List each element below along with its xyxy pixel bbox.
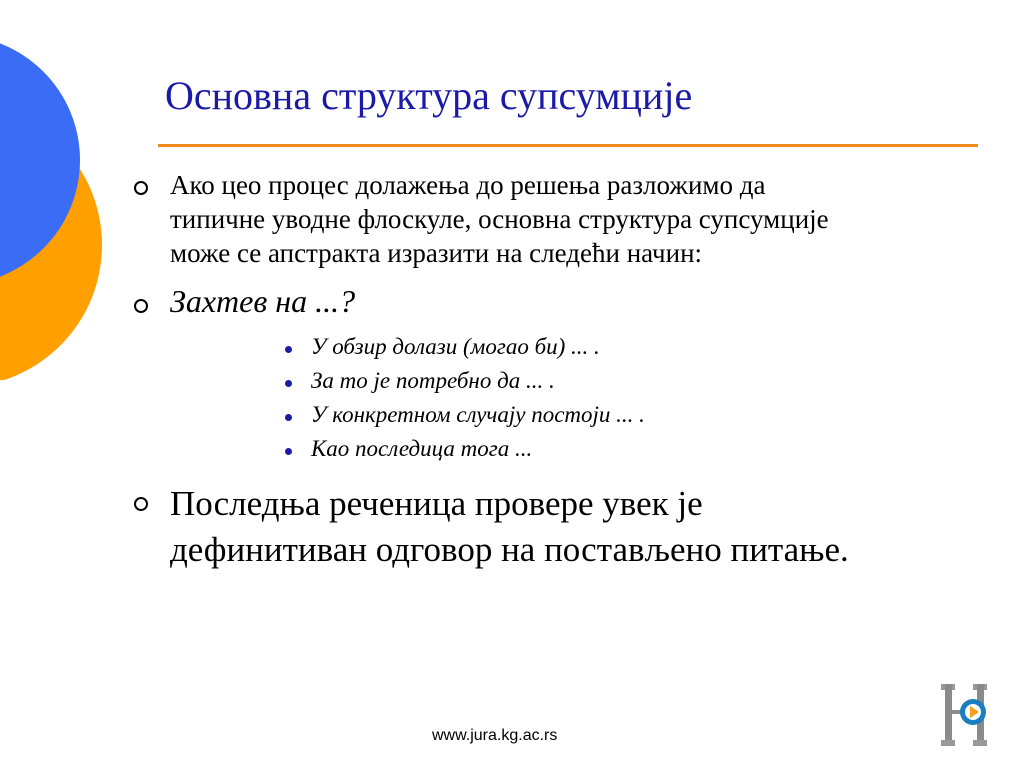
decorative-circles xyxy=(0,0,110,380)
university-logo-icon xyxy=(935,682,997,748)
dot-bullet-icon xyxy=(285,414,292,421)
sub-item: У конкретном случају постоји ... . xyxy=(311,402,645,427)
footer-url: www.jura.kg.ac.rs xyxy=(432,727,558,744)
slide-title: Основна структура супсумције xyxy=(165,73,693,118)
dot-bullet-icon xyxy=(285,380,292,387)
ring-bullet-icon xyxy=(134,497,148,511)
ring-bullet-icon xyxy=(134,299,148,313)
bullet-1-line: типичне уводне флоскуле, основна структура супсумције xyxy=(170,204,829,234)
bullet-3-line: Последња реченица провере увек је xyxy=(170,484,703,523)
bullet-2: Захтев на ...? xyxy=(170,283,356,319)
dot-bullet-icon xyxy=(285,346,292,353)
title-divider xyxy=(158,144,978,147)
sub-item: Као последица тога ... xyxy=(311,436,533,461)
dot-bullet-icon xyxy=(285,448,292,455)
bullet-1-line: Ако цео процес долажења до решења разложимо да xyxy=(170,170,766,200)
bullet-3-line: дефинитиван одговор на постављено питање. xyxy=(170,530,849,569)
ring-bullet-icon xyxy=(134,181,148,195)
bullet-1 xyxy=(170,168,829,270)
bullet-1-line: може се апстракта изразити на следећи начин: xyxy=(170,238,703,268)
sub-item: У обзир долази (могао би) ... . xyxy=(311,334,600,359)
bullet-3 xyxy=(170,481,849,573)
sub-item: За то је потребно да ... . xyxy=(311,368,555,393)
